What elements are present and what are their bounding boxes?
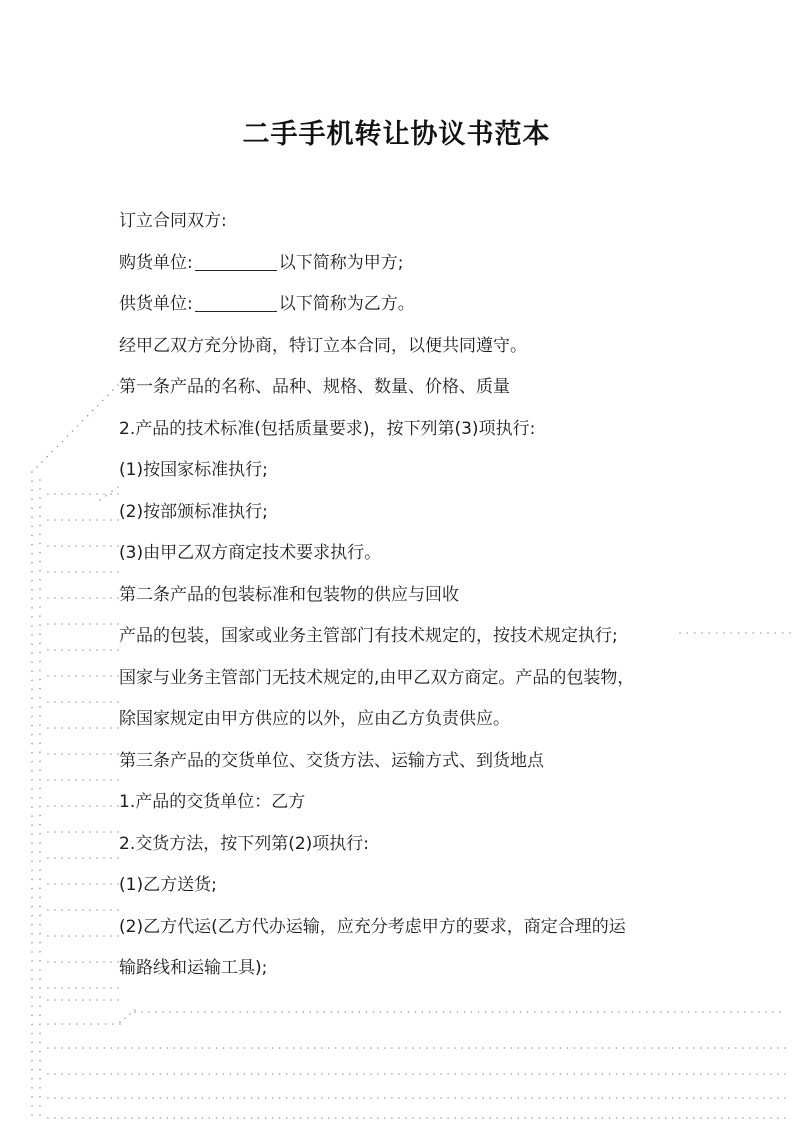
text-line-8: (2)按部颁标准执行; [119, 501, 268, 522]
buyer-blank-field[interactable] [195, 252, 277, 271]
text-line-13: 除国家规定由甲方供应的以外，应由乙方负责供应。 [119, 709, 510, 729]
text-line-16: 2.交货方法，按下列第(2)项执行: [119, 833, 370, 854]
document-body [119, 203, 709, 992]
article-1-heading: 第一条产品的名称、品种、规格、数量、价格、质量 [119, 377, 510, 397]
text-line-15: 1.产品的交货单位：乙方 [119, 792, 306, 812]
supplier-blank-field[interactable] [195, 293, 277, 312]
document-title: 二手手机转让协议书范本 [242, 119, 551, 150]
buyer-label: 购货单位: [119, 252, 193, 273]
text-line-7: (1)按国家标准执行; [119, 460, 268, 480]
text-line-19: 输路线和运输工具); [119, 958, 268, 978]
supplier-label: 供货单位: [119, 294, 193, 314]
text-line-4: 经甲乙双方充分协商，特订立本合同，以便共同遵守。 [119, 335, 527, 356]
text-line-17: (1)乙方送货; [119, 875, 217, 895]
text-line-18: (2)乙方代运(乙方代办运输，应充分考虑甲方的要求，商定合理的运 [119, 916, 626, 937]
article-2-heading: 第二条产品的包装标准和包装物的供应与回收 [119, 584, 459, 605]
text-line-12: 国家与业务主管部门无技术规定的,由甲乙双方商定。产品的包装物， [119, 667, 635, 688]
article-3-heading: 第三条产品的交货单位、交货方法、运输方式、到货地点 [119, 750, 544, 771]
text-line-1: 订立合同双方: [119, 211, 227, 231]
supplier-suffix: 以下简称为乙方。 [278, 294, 415, 314]
buyer-suffix: 以下简称为甲方; [278, 252, 404, 273]
buyer-line [119, 245, 709, 287]
text-line-11: 产品的包装，国家或业务主管部门有技术规定的，按技术规定执行; [119, 626, 618, 646]
text-line-9: (3)由甲乙双方商定技术要求执行。 [119, 543, 382, 563]
text-line-6: 2.产品的技术标准(包括质量要求)，按下列第(3)项执行: [119, 418, 536, 439]
supplier-line [119, 286, 709, 328]
